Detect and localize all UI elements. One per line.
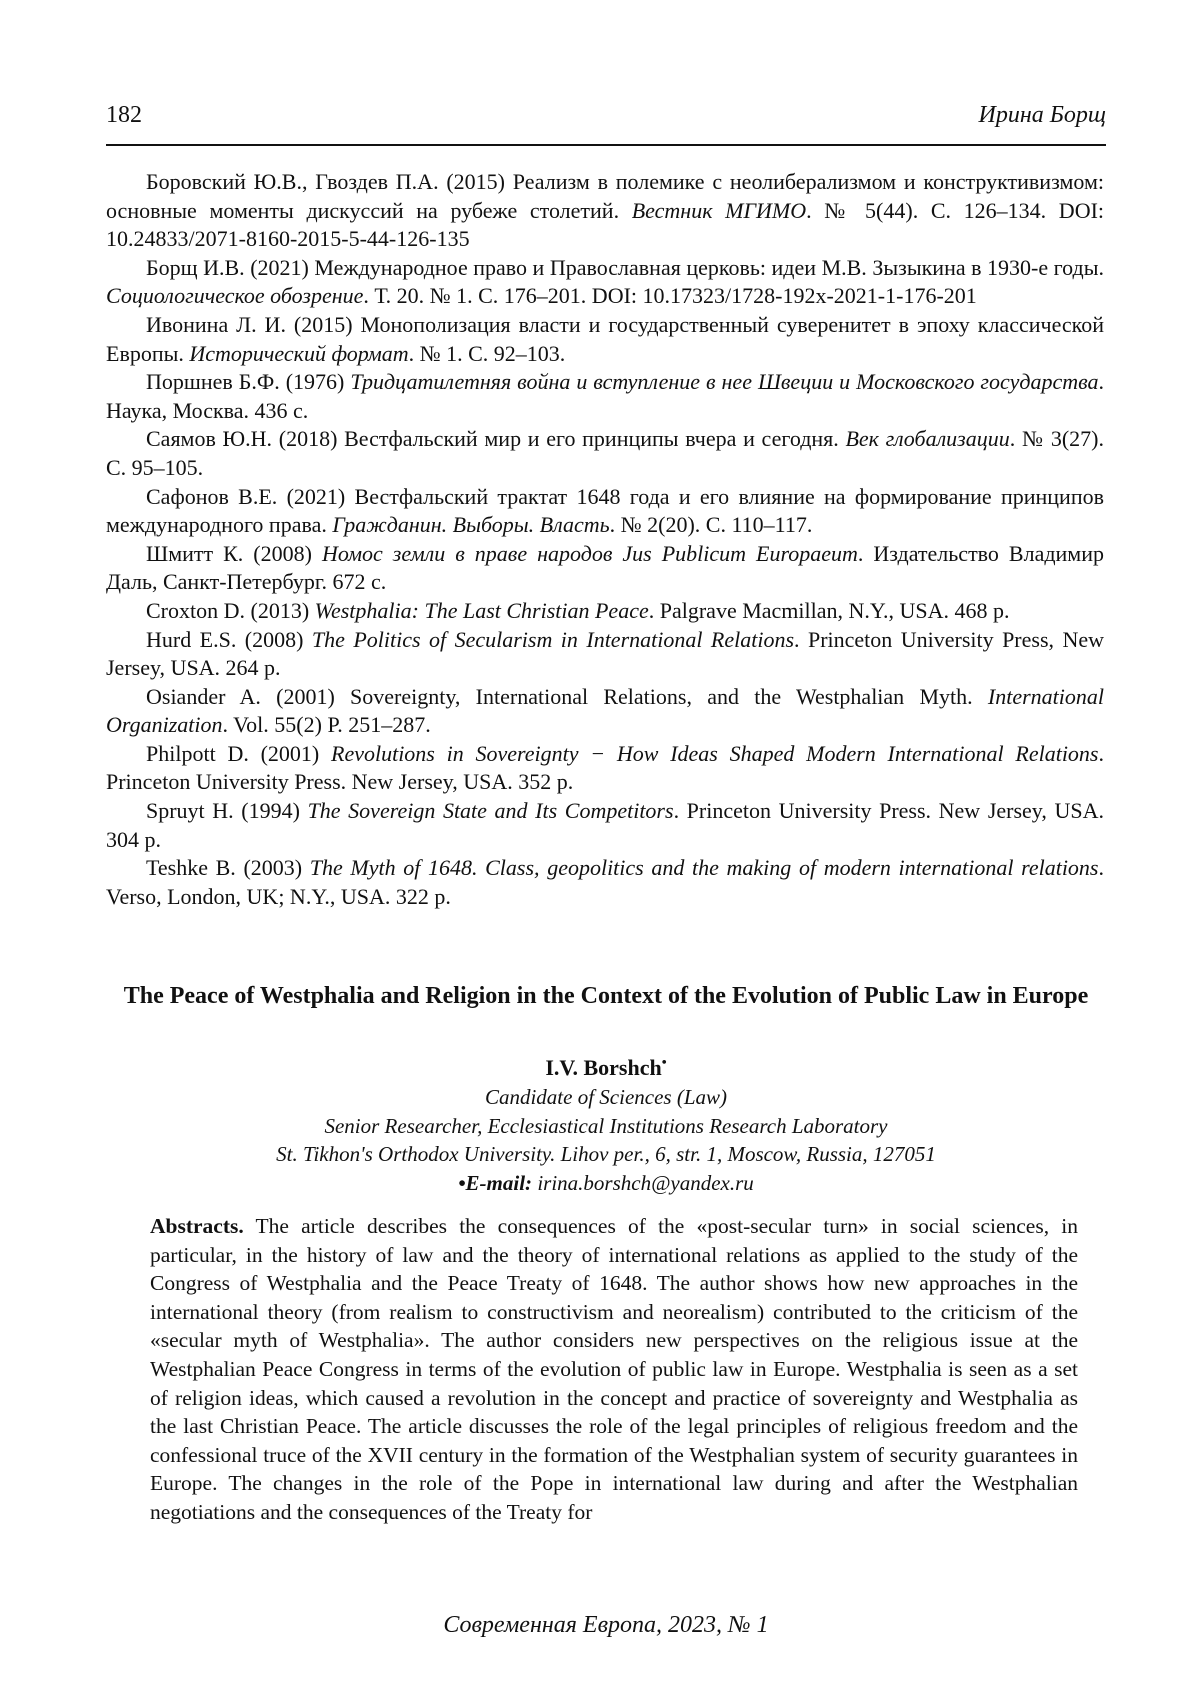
reference-source-title: The Myth of 1648. Class, geopolitics and the making of modern international relations (309, 855, 1099, 881)
article-title-english: The Peace of Westphalia and Religion in the Context of the Evolution of Public Law in Europe (123, 983, 1089, 1009)
reference-text: . Princeton University Press, New Jersey, USA. 264 p. (106, 626, 1105, 681)
reference-text: Боровский Ю.В., Гвоздев П.А. (2015) Реализм в полемике с неолиберализмом и конструктивизмом: основные моменты дискуссий на рубеже столетий. (106, 169, 1104, 223)
reference-source-title: Тридцатилетняя война и вступление в нее Швеции и Московского государства (350, 369, 1099, 395)
reference-source-title: The Politics of Secularism in International Relations (311, 626, 795, 652)
reference-text: . № 3(27). С. 95–105. (106, 426, 1104, 480)
reference-source-title: Исторический формат (189, 340, 409, 366)
affiliation-line: Senior Researcher, Ecclesiastical Institutions Research Laboratory (324, 1113, 888, 1138)
reference-text: Osiander A. (2001) Sovereignty, International Relations, and the Westphalian Myth. (146, 683, 988, 709)
reference-text: Саямов Ю.Н. (2018) Вестфальский мир и его принципы вчера и сегодня. (146, 426, 846, 452)
reference-source-title: Вестник МГИМО (631, 197, 807, 223)
reference-text: . Verso, London, UK; N.Y., USA. 322 p. (106, 855, 1104, 909)
reference-source-title: Век глобализации (845, 426, 1010, 452)
reference-text: Teshke B. (2003) (146, 855, 310, 881)
reference-text: . Наука, Москва. 436 с. (106, 369, 1105, 423)
reference-text: Борщ И.В. (2021) Международное право и Православная церковь: идеи М.В. Зызыкина в 1930-е годы. (146, 254, 1104, 280)
email-address[interactable]: irina.borshch@yandex.ru (537, 1170, 754, 1195)
reference-entry (106, 797, 1104, 854)
page-number: 182 (106, 102, 142, 128)
reference-source-title: Номос земли в праве народов Jus Publicum Europaeum (321, 540, 858, 566)
abstract-label: Abstracts. (150, 1214, 244, 1238)
affiliation-line: St. Tikhon's Orthodox University. Lihov per., 6, str. 1, Moscow, Russia, 127051 (276, 1142, 936, 1166)
reference-source-title: Revolutions in Sovereignty − How Ideas Shaped Modern International Relations (331, 740, 1099, 766)
reference-list (106, 168, 1104, 911)
affiliation-line: Candidate of Sciences (Law) (484, 1085, 728, 1109)
reference-text: Croxton D. (2013) (146, 597, 315, 623)
reference-entry (106, 168, 1104, 254)
reference-entry (106, 683, 1104, 740)
author-affiliation (106, 1083, 1106, 1197)
reference-source-title: International Organization (106, 683, 1104, 738)
reference-entry (106, 540, 1104, 597)
reference-text: . № 2(20). С. 110–117. (609, 512, 813, 538)
reference-text: . Princeton University Press. New Jersey, USA. 352 p. (106, 740, 1104, 795)
email-label: •E-mail: (458, 1170, 533, 1195)
reference-text: . Vol. 55(2) P. 251–287. (222, 712, 431, 738)
reference-source-title: The Sovereign State and Its Competitors (307, 798, 674, 824)
reference-text: . № 5(44). С. 126–134. DOI: 10.24833/2071-8160-2015-5-44-126-135 (106, 197, 1105, 252)
reference-text: . Princeton University Press. New Jersey, USA. 304 p. (106, 798, 1104, 852)
reference-entry (106, 254, 1104, 311)
page-footer: Современная Европа, 2023, № 1 (443, 1612, 769, 1638)
reference-text: Hurd E.S. (2008) (146, 626, 312, 652)
reference-entry (106, 597, 1104, 626)
reference-text: Сафонов В.Е. (2021) Вестфальский трактат 1648 года и его влияние на формирование принципов международного права. (106, 483, 1104, 538)
reference-entry (106, 368, 1104, 425)
reference-text: Philpott D. (2001) (146, 740, 331, 766)
reference-source-title: Социологическое обозрение (106, 283, 364, 309)
reference-source-title: Westphalia: The Last Christian Peace (314, 597, 649, 623)
reference-entry (106, 425, 1104, 482)
author-name-text: I.V. Borshch (545, 1055, 662, 1080)
running-head: Ирина Борщ (978, 102, 1106, 128)
reference-entry (106, 483, 1104, 540)
reference-entry (106, 311, 1104, 368)
reference-text: Поршнев Б.Ф. (1976) (146, 369, 351, 395)
reference-entry (106, 854, 1104, 911)
reference-entry (106, 626, 1104, 683)
abstract (150, 1212, 1078, 1527)
reference-entry (106, 740, 1104, 797)
reference-source-title: Гражданин. Выборы. Власть (332, 512, 610, 538)
reference-text: Шмитт К. (2008) (146, 540, 322, 566)
reference-text: Spruyt H. (1994) (146, 798, 308, 824)
abstract-text: The article describes the consequences of the «post-secular turn» in social sciences, in particular, in the history of law and the theory of international relations as applied to the study of the Congress of Westphalia and the Peace Treaty of 1648. The author shows how new approaches in the international theory (from realism to constructivism and neorealism) contributed to the criticism of the «secular myth of Westphalia». The author considers new perspectives on the religious issue at the Westphalian Peace Congress in terms of the evolution of public law in Europe. Westphalia is seen as a set of religion ideas, which caused a revolution in the concept and practice of sovereignty and Westphalia as the last Christian Peace. The article discusses the role of the legal principles of religious freedom and the confessional truce of the XVII century in the formation of the Westphalian system of security guarantees in Europe. The changes in the role of the Pope in international law during and after the Westphalian negotiations and the consequences of the Treaty for (150, 1214, 1078, 1524)
reference-text: . Т. 20. № 1. С. 176–201. DOI: 10.17323/1728-192x-2021-1-176-201 (363, 283, 977, 309)
reference-text: . Издательство Владимир Даль, Санкт-Петербург. 672 с. (106, 540, 1104, 595)
reference-text: . Palgrave Macmillan, N.Y., USA. 468 p. (648, 597, 1010, 623)
reference-text: . № 1. С. 92–103. (408, 340, 566, 366)
reference-text: Ивонина Л. И. (2015) Монополизация власти и государственный суверенитет в эпоху классической Европы. (106, 311, 1104, 366)
author-footnote-mark: • (661, 1055, 667, 1071)
author-name (106, 1055, 1106, 1081)
email-line (106, 1169, 1106, 1198)
page-header (106, 102, 1106, 146)
